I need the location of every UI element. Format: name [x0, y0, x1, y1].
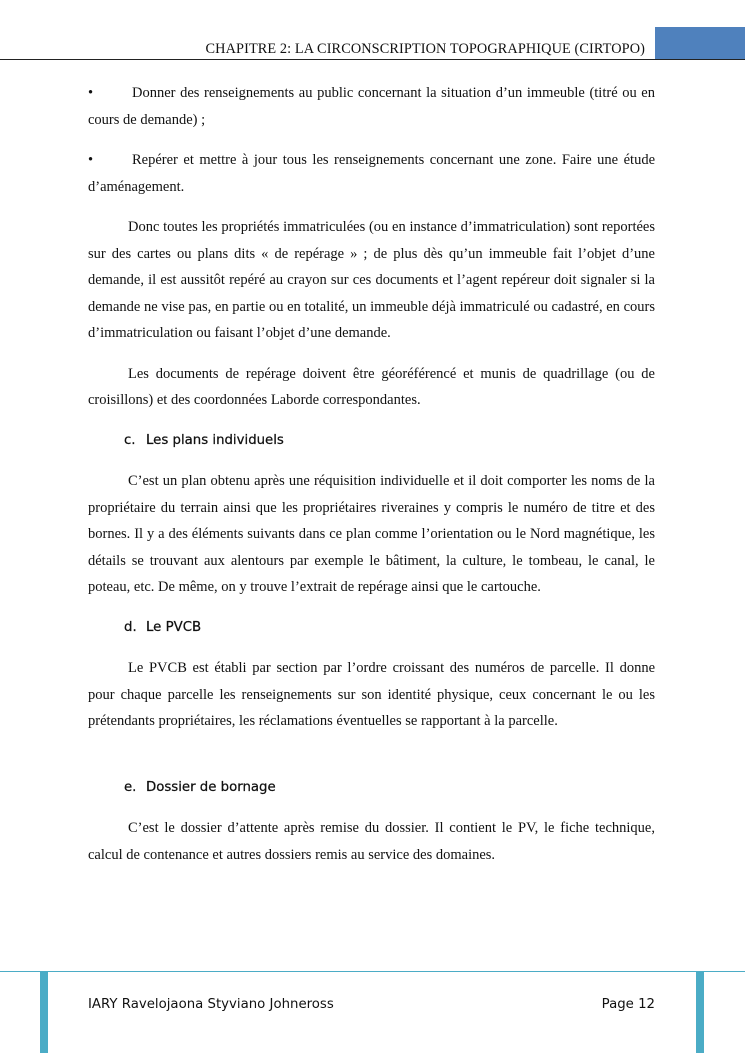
footer-right-bar: [696, 972, 704, 1053]
header-rule: [0, 59, 745, 60]
bullet-item: [88, 147, 655, 200]
section-letter: e.: [124, 779, 137, 795]
page-content: [88, 80, 655, 882]
footer-rule: [0, 971, 745, 972]
section-heading-dossier-bornage: [124, 775, 655, 802]
section-title: Dossier de bornage: [146, 779, 276, 795]
section-title: Le PVCB: [146, 619, 202, 635]
footer-page-number: Page 12: [601, 997, 655, 1012]
footer-left-bar: [40, 972, 48, 1053]
bullet-text: Donner des renseignements au public concernant la situation d’un immeuble (titré ou en cours de demande) ;: [88, 85, 655, 128]
paragraph-reperage: Donc toutes les propriétés immatriculées (ou en instance d’immatriculation) sont reportées sur des cartes ou plans dits « de repérage » ; de plus dès qu’un immeuble fait l’objet d’une demande, il est aussitôt repéré au crayon sur ces documents et l’agent repéreur doit signaler si la demande ne vise pas, en partie ou en totalité, un immeuble déjà immatriculé ou cadastré, en cours d’immatriculation ou faisant l’objet d’une demande.: [88, 219, 655, 341]
bullet-item: [88, 80, 655, 133]
section-title: Les plans individuels: [146, 432, 284, 448]
section-heading-pvcb: [124, 615, 655, 642]
header-accent-block: [655, 27, 745, 60]
section-letter: c.: [124, 432, 136, 448]
section-letter: d.: [124, 619, 137, 635]
blank-line: [88, 749, 655, 775]
chapter-header-title: CHAPITRE 2: LA CIRCONSCRIPTION TOPOGRAPHIQUE (CIRTOPO): [205, 41, 645, 57]
section-paragraph: C’est le dossier d’attente après remise du dossier. Il contient le PV, le fiche technique, calcul de contenance et autres dossiers remis au service des domaines.: [88, 820, 655, 863]
bullet-text: Repérer et mettre à jour tous les renseignements concernant une zone. Faire une étude d’aménagement.: [88, 152, 655, 195]
section-paragraph: C’est un plan obtenu après une réquisition individuelle et il doit comporter les noms de la propriétaire du terrain ainsi que les propriétaires riveraines y compris le numéro de titre et des bornes. Il y a des éléments suivants dans ce plan comme l’orientation ou le Nord magnétique, les détails se trouvant aux alentours par exemple le bâtiment, la culture, le tombeau, le canal, le poteau, etc. De même, on y trouve l’extrait de repérage ainsi que le cartouche.: [88, 473, 655, 595]
section-paragraph: Le PVCB est établi par section par l’ordre croissant des numéros de parcelle. Il donne pour chaque parcelle les renseignements sur son identité physique, ceux concernant le ou les prétendants propriétaires, les réclamations éventuelles se rapportant à la parcelle.: [88, 660, 655, 729]
bullet-icon: •: [88, 85, 94, 101]
bullet-icon: •: [88, 152, 94, 168]
paragraph-georeference: Les documents de repérage doivent être géoréférencé et munis de quadrillage (ou de croisillons) et des coordonnées Laborde correspondantes.: [88, 365, 655, 408]
section-heading-plans-individuels: [124, 428, 655, 455]
footer-author: IARY Ravelojaona Styviano Johneross: [88, 997, 334, 1012]
